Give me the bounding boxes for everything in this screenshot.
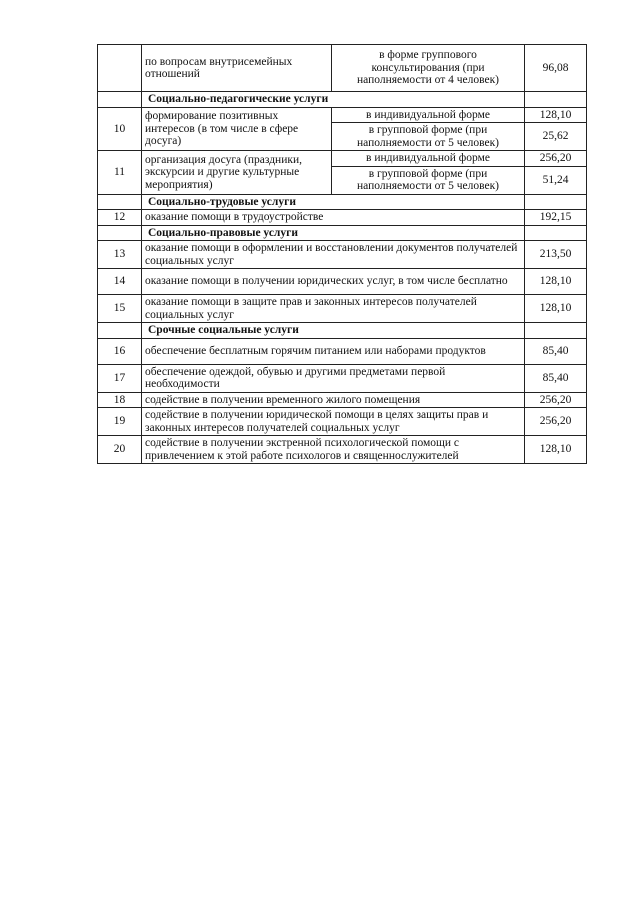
- service-name: организация досуга (праздники, экскурсии и другие культурные мероприятия): [142, 151, 332, 195]
- section-title: Срочные социальные услуги: [142, 323, 525, 339]
- price-cell: [525, 92, 587, 108]
- service-form: в форме группового консультирования (при наполняемости от 4 человек): [332, 45, 525, 92]
- price-cell: [525, 225, 587, 241]
- row-number: 12: [98, 210, 142, 226]
- service-price: 96,08: [525, 45, 587, 92]
- service-price: 128,10: [525, 436, 587, 464]
- price-cell: [525, 194, 587, 210]
- table-row: [98, 107, 587, 123]
- table-row: [98, 364, 587, 392]
- row-number-cell: [98, 323, 142, 339]
- service-price: 51,24: [525, 166, 587, 194]
- section-header-row: [98, 225, 587, 241]
- service-form: в групповой форме (при наполняемости от 5 человек): [332, 166, 525, 194]
- section-title: Социально-правовые услуги: [142, 225, 525, 241]
- service-name: формирование позитивных интересов (в том числе в сфере досуга): [142, 107, 332, 151]
- service-name: содействие в получении юридической помощи в целях защиты прав и законных интересов получателей социальных услуг: [142, 408, 525, 436]
- service-price: 256,20: [525, 392, 587, 408]
- service-name: по вопросам внутрисемейных отношений: [142, 45, 332, 92]
- table-row: [98, 436, 587, 464]
- row-number: 16: [98, 338, 142, 364]
- table-row: [98, 295, 587, 323]
- service-price: 85,40: [525, 338, 587, 364]
- service-form: в индивидуальной форме: [332, 151, 525, 167]
- table-row: [98, 241, 587, 269]
- row-number-cell: [98, 194, 142, 210]
- row-number: 17: [98, 364, 142, 392]
- section-title: Социально-трудовые услуги: [142, 194, 525, 210]
- row-number-cell: [98, 45, 142, 92]
- row-number-cell: [98, 92, 142, 108]
- service-name: содействие в получении экстренной психологической помощи с привлечением к этой работе психологов и священнослужителей: [142, 436, 525, 464]
- row-number: 10: [98, 107, 142, 151]
- service-name: оказание помощи в защите прав и законных интересов получателей социальных услуг: [142, 295, 525, 323]
- service-name: обеспечение бесплатным горячим питанием или наборами продуктов: [142, 338, 525, 364]
- service-price: 128,10: [525, 107, 587, 123]
- table-row: [98, 151, 587, 167]
- service-name: содействие в получении временного жилого помещения: [142, 392, 525, 408]
- table-row: [98, 210, 587, 226]
- service-name: оказание помощи в получении юридических услуг, в том числе бесплатно: [142, 269, 525, 295]
- price-cell: [525, 323, 587, 339]
- service-form: в индивидуальной форме: [332, 107, 525, 123]
- section-title: Социально-педагогические услуги: [142, 92, 525, 108]
- service-price: 256,20: [525, 408, 587, 436]
- row-number: 20: [98, 436, 142, 464]
- service-price: 128,10: [525, 269, 587, 295]
- section-header-row: [98, 194, 587, 210]
- tariff-table: [97, 44, 587, 464]
- tariff-table-body: [98, 45, 587, 464]
- service-form: в групповой форме (при наполняемости от 5 человек): [332, 123, 525, 151]
- row-number-cell: [98, 225, 142, 241]
- service-price: 85,40: [525, 364, 587, 392]
- table-row: [98, 338, 587, 364]
- row-number: 14: [98, 269, 142, 295]
- service-name: оказание помощи в трудоустройстве: [142, 210, 525, 226]
- row-number: 13: [98, 241, 142, 269]
- service-price: 25,62: [525, 123, 587, 151]
- table-row: [98, 408, 587, 436]
- service-price: 256,20: [525, 151, 587, 167]
- service-price: 128,10: [525, 295, 587, 323]
- section-header-row: [98, 92, 587, 108]
- service-price: 213,50: [525, 241, 587, 269]
- table-row: [98, 45, 587, 92]
- service-name: оказание помощи в оформлении и восстановлении документов получателей социальных услуг: [142, 241, 525, 269]
- row-number: 15: [98, 295, 142, 323]
- section-header-row: [98, 323, 587, 339]
- table-row: [98, 269, 587, 295]
- row-number: 19: [98, 408, 142, 436]
- table-row: [98, 392, 587, 408]
- service-price: 192,15: [525, 210, 587, 226]
- row-number: 18: [98, 392, 142, 408]
- service-name: обеспечение одеждой, обувью и другими предметами первой необходимости: [142, 364, 525, 392]
- row-number: 11: [98, 151, 142, 195]
